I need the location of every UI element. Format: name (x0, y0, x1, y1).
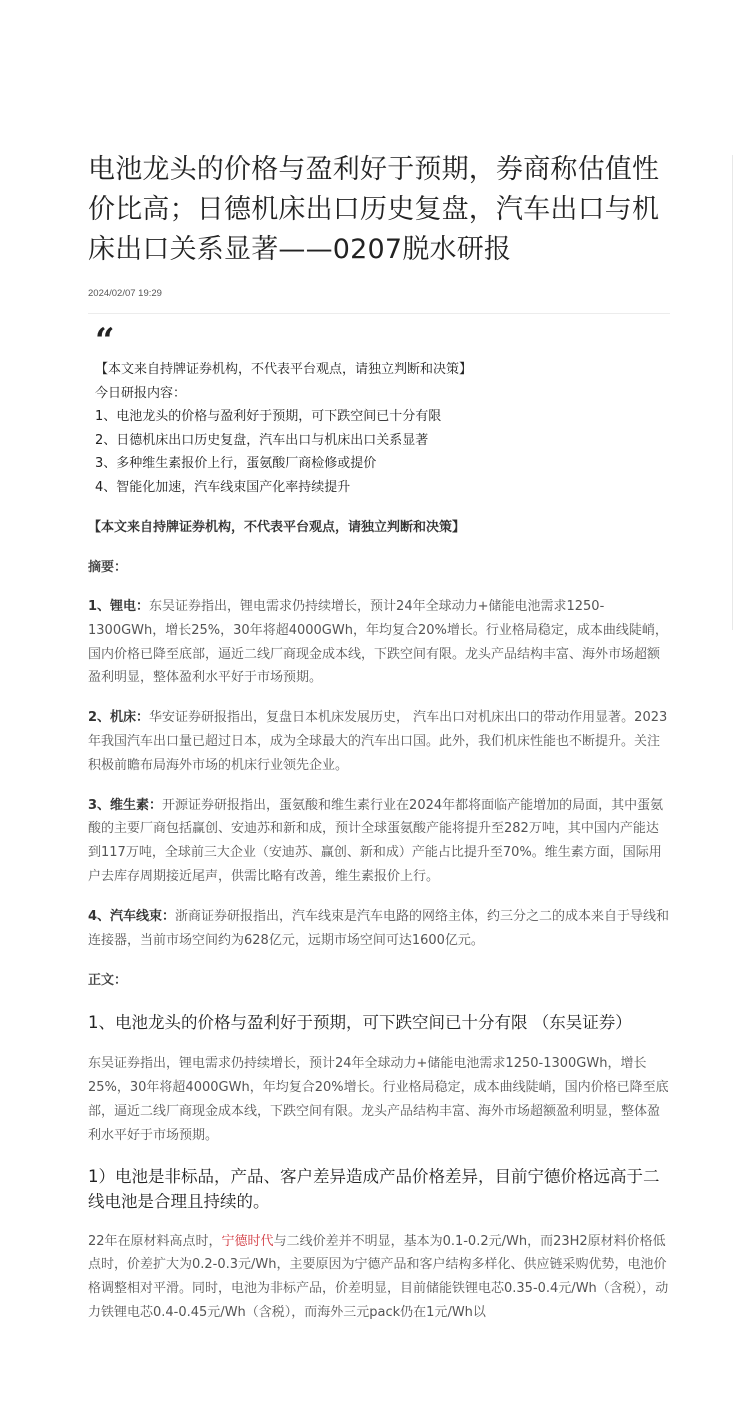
section-heading: 1、电池龙头的价格与盈利好于预期，可下跌空间已十分有限 （东吴证券） (88, 1013, 632, 1033)
quote-line: 【本文来自持牌证券机构，不代表平台观点，请独立判断和决策】 (95, 362, 473, 377)
sub-paragraph (88, 1230, 670, 1325)
quote-line: 1、电池龙头的价格与盈利好于预期，可下跌空间已十分有限 (95, 409, 442, 424)
quote-line: 2、日德机床出口历史复盘，汽车出口与机床出口关系显著 (95, 432, 429, 448)
summary-item (88, 595, 670, 690)
body-label: 正文： (88, 973, 128, 989)
summary-item-head: 3、维生素： (88, 797, 163, 813)
summary-item-head: 1、锂电： (88, 599, 150, 614)
sub-paragraph-text: 22年在原材料高点时， (88, 1233, 222, 1249)
sub-heading: 1）电池是非标品，产品、客户差异造成产品价格差异，目前宁德价格远高于二线电池是合理且持续的。 (88, 1166, 660, 1211)
summary-item-text: 开源证券研报指出，蛋氨酸和维生素行业在2024年都将面临产能增加的局面，其中蛋氨酸的主要厂商包括赢创、安迪苏和新和成，预计全球蛋氨酸产能将提升至282万吨，其中国内产能达到117万吨，全球前三大企业（安迪苏、赢创、新和成）产能占比提升至70%。维生素方面，国际用户去库存周期接近尾声，供需比略有改善，维生素报价上行。 (88, 797, 664, 884)
summary-item-text: 东吴证券指出，锂电需求仍持续增长，预计24年全球动力+储能电池需求1250-1300GWh，增长25%，30年将超4000GWh，年均复合20%增长。行业格局稳定，成本曲线陡峭，国内价格已降至底部，逼近二线厂商现金成本线，下跌空间有限。龙头产品结构丰富、海外市场超额盈利明显，整体盈利水平好于市场预期。 (88, 599, 668, 686)
quote-block (88, 314, 670, 499)
quote-icon: “ (95, 321, 115, 361)
quote-line: 今日研报内容： (95, 385, 187, 401)
section-paragraph: 东吴证券指出，锂电需求仍持续增长，预计24年全球动力+储能电池需求1250-1300GWh，增长25%，30年将超4000GWh，年均复合20%增长。行业格局稳定，成本曲线陡峭，国内价格已降至底部，逼近二线厂商现金成本线，下跌空间有限。龙头产品结构丰富、海外市场超额盈利明显，整体盈利水平好于市场预期。 (88, 1056, 669, 1143)
quote-line: 4、智能化加速，汽车线束国产化率持续提升 (95, 479, 351, 495)
scrollbar[interactable] (732, 155, 737, 630)
quote-line: 3、多种维生素报价上行，蛋氨酸厂商检修或提价 (95, 456, 377, 471)
summary-item (88, 794, 670, 889)
summary-item-text: 浙商证券研报指出，汽车线束是汽车电路的网络主体，约三分之二的成本来自于导线和连接器，当前市场空间约为628亿元，远期市场空间可达1600亿元。 (88, 908, 670, 948)
article (88, 150, 670, 1325)
sub-paragraph-text: 与二线价差并不明显，基本为0.1-0.2元/Wh，而23H2原材料价格低点时，价差扩大为0.2-0.3元/Wh，主要原因为宁德产品和客户结构多样化、供应链采购优势，电池价格调整相对平滑。同时，电池为非标产品，价差明显，目前储能铁锂电芯0.35-0.4元/Wh（含税），动力铁锂电芯0.4-0.45元/Wh（含税），而海外三元pack仍在1元/Wh以 (88, 1233, 669, 1320)
summary-item-head: 2、机床： (88, 710, 150, 726)
article-title: 电池龙头的价格与盈利好于预期，券商称估值性价比高；日德机床出口历史复盘，汽车出口与机床出口关系显著——0207脱水研报 (88, 154, 660, 265)
disclaimer: 【本文来自持牌证券机构，不代表平台观点，请独立判断和决策】 (88, 520, 466, 535)
summary-item (88, 905, 670, 953)
stock-link[interactable]: 宁德时代 (221, 1233, 274, 1249)
publish-date: 2024/02/07 19:29 (88, 288, 162, 299)
summary-item (88, 706, 670, 777)
summary-item-head: 4、汽车线束： (88, 908, 176, 924)
summary-item-text: 华安证券研报指出，复盘日本机床发展历史， 汽车出口对机床出口的带动作用显著。2023年我国汽车出口量已超过日本，成为全球最大的汽车出口国。此外，我们机床性能也不断提升。关注积极前瞻布局海外市场的机床行业领先企业。 (88, 710, 668, 773)
summary-label: 摘要： (88, 560, 128, 575)
